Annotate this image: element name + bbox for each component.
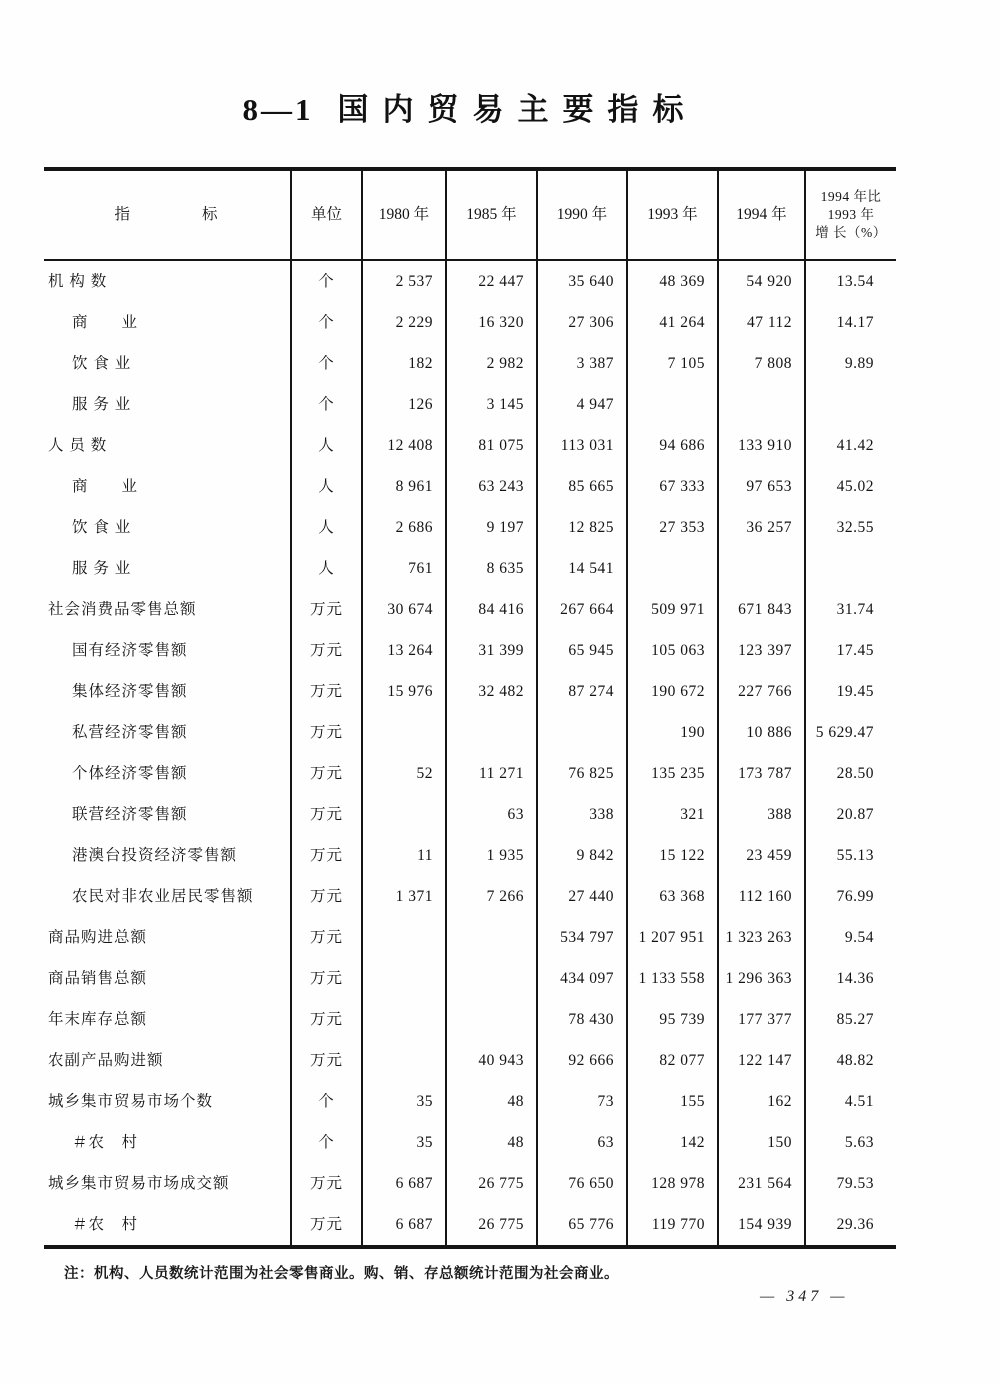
row-year-value: 142 <box>626 1122 717 1163</box>
row-year-value: 35 640 <box>536 261 626 302</box>
row-year-value: 11 271 <box>445 753 536 794</box>
table-row <box>44 384 896 425</box>
row-year-value: 76 650 <box>536 1163 626 1204</box>
row-indicator-label: 联营经济零售额 <box>72 805 188 823</box>
row-year-value: 15 122 <box>626 835 717 876</box>
table-row <box>44 302 896 343</box>
row-year-value <box>717 384 804 425</box>
row-unit: 万元 <box>290 917 361 958</box>
row-unit: 万元 <box>290 1040 361 1081</box>
row-year-value <box>361 999 445 1040</box>
row-indicator-label: 个体经济零售额 <box>72 764 188 782</box>
row-year-value: 63 368 <box>626 876 717 917</box>
row-year-value: 177 377 <box>717 999 804 1040</box>
row-year-value: 35 <box>361 1122 445 1163</box>
row-year-value: 81 075 <box>445 425 536 466</box>
table-row <box>44 1122 896 1163</box>
row-year-value <box>361 958 445 999</box>
row-growth-value: 5 629.47 <box>804 712 896 753</box>
row-year-value <box>536 712 626 753</box>
row-year-value: 3 145 <box>445 384 536 425</box>
row-indicator-label: 私营经济零售额 <box>72 723 188 741</box>
row-year-value <box>626 384 717 425</box>
row-growth-value <box>804 548 896 589</box>
row-growth-value <box>804 384 896 425</box>
row-year-value: 9 842 <box>536 835 626 876</box>
row-year-value: 97 653 <box>717 466 804 507</box>
table-row <box>44 589 896 630</box>
row-year-value: 41 264 <box>626 302 717 343</box>
row-year-value: 15 976 <box>361 671 445 712</box>
row-year-value: 26 775 <box>445 1204 536 1245</box>
row-indicator-label: ＃农 村 <box>72 1215 139 1233</box>
row-indicator-label: 饮 食 业 <box>72 354 132 372</box>
row-growth-value: 29.36 <box>804 1204 896 1245</box>
row-unit: 万元 <box>290 712 361 753</box>
row-year-value <box>361 712 445 753</box>
row-growth-value: 76.99 <box>804 876 896 917</box>
row-indicator-label: ＃农 村 <box>72 1133 139 1151</box>
header-growth-line3: 增 长（%） <box>815 225 887 241</box>
row-year-value: 48 <box>445 1081 536 1122</box>
row-unit: 人 <box>290 507 361 548</box>
row-year-value: 31 399 <box>445 630 536 671</box>
table-row <box>44 876 896 917</box>
row-year-value: 48 369 <box>626 261 717 302</box>
row-year-value: 671 843 <box>717 589 804 630</box>
row-year-value: 76 825 <box>536 753 626 794</box>
row-indicator-label: 商 业 <box>72 313 139 331</box>
row-year-value: 231 564 <box>717 1163 804 1204</box>
row-year-value: 338 <box>536 794 626 835</box>
row-year-value: 27 353 <box>626 507 717 548</box>
page-number: — 347 — <box>760 1288 849 1305</box>
row-year-value: 32 482 <box>445 671 536 712</box>
table-number: 8—1 <box>242 92 314 127</box>
row-year-value: 35 <box>361 1081 445 1122</box>
row-year-value: 6 687 <box>361 1163 445 1204</box>
row-year-value: 54 920 <box>717 261 804 302</box>
row-year-value: 2 982 <box>445 343 536 384</box>
row-year-value: 2 537 <box>361 261 445 302</box>
table-row <box>44 261 896 302</box>
row-year-value: 162 <box>717 1081 804 1122</box>
row-year-value: 123 397 <box>717 630 804 671</box>
row-growth-value: 17.45 <box>804 630 896 671</box>
row-indicator-label: 港澳台投资经济零售额 <box>72 846 238 864</box>
table-row <box>44 466 896 507</box>
row-year-value: 63 243 <box>445 466 536 507</box>
row-year-value: 6 687 <box>361 1204 445 1245</box>
row-unit: 万元 <box>290 753 361 794</box>
row-year-value: 95 739 <box>626 999 717 1040</box>
indicators-table <box>44 167 896 1249</box>
row-unit: 万元 <box>290 1204 361 1245</box>
row-unit: 个 <box>290 384 361 425</box>
row-year-value: 321 <box>626 794 717 835</box>
row-growth-value: 9.89 <box>804 343 896 384</box>
row-year-value <box>361 1040 445 1081</box>
row-year-value <box>626 548 717 589</box>
row-indicator-label: 商品购进总额 <box>48 928 148 946</box>
row-growth-value: 13.54 <box>804 261 896 302</box>
row-indicator-label: 年末库存总额 <box>48 1010 148 1028</box>
row-unit: 个 <box>290 343 361 384</box>
row-year-value: 1 296 363 <box>717 958 804 999</box>
row-year-value: 150 <box>717 1122 804 1163</box>
row-growth-value: 48.82 <box>804 1040 896 1081</box>
row-year-value: 133 910 <box>717 425 804 466</box>
row-year-value: 65 776 <box>536 1204 626 1245</box>
row-growth-value: 20.87 <box>804 794 896 835</box>
table-row <box>44 425 896 466</box>
table-row <box>44 1040 896 1081</box>
row-indicator-label: 农副产品购进额 <box>48 1051 164 1069</box>
header-indicator: 指 标 <box>114 206 220 224</box>
row-year-value <box>361 794 445 835</box>
table-row <box>44 712 896 753</box>
row-year-value: 13 264 <box>361 630 445 671</box>
row-year-value: 67 333 <box>626 466 717 507</box>
row-growth-value: 85.27 <box>804 999 896 1040</box>
row-year-value: 48 <box>445 1122 536 1163</box>
row-unit: 万元 <box>290 835 361 876</box>
row-unit: 人 <box>290 466 361 507</box>
row-year-value: 190 672 <box>626 671 717 712</box>
row-year-value: 113 031 <box>536 425 626 466</box>
row-year-value: 22 447 <box>445 261 536 302</box>
row-indicator-label: 城乡集市贸易市场成交额 <box>48 1174 230 1192</box>
row-year-value: 78 430 <box>536 999 626 1040</box>
header-growth-line1: 1994 年比 <box>820 188 882 204</box>
row-year-value: 128 978 <box>626 1163 717 1204</box>
row-year-value: 154 939 <box>717 1204 804 1245</box>
row-growth-value: 41.42 <box>804 425 896 466</box>
row-year-value: 3 387 <box>536 343 626 384</box>
row-unit: 万元 <box>290 794 361 835</box>
row-indicator-label: 国有经济零售额 <box>72 641 188 659</box>
row-growth-value: 14.36 <box>804 958 896 999</box>
row-growth-value: 79.53 <box>804 1163 896 1204</box>
row-year-value: 16 320 <box>445 302 536 343</box>
row-year-value: 12 825 <box>536 507 626 548</box>
row-year-value: 388 <box>717 794 804 835</box>
row-year-value: 27 306 <box>536 302 626 343</box>
header-year-1990: 1990 年 <box>536 171 626 259</box>
row-year-value <box>445 999 536 1040</box>
row-indicator-label: 社会消费品零售总额 <box>48 600 197 618</box>
row-year-value: 85 665 <box>536 466 626 507</box>
row-year-value: 434 097 <box>536 958 626 999</box>
row-year-value: 26 775 <box>445 1163 536 1204</box>
table-row <box>44 1081 896 1122</box>
row-year-value <box>445 712 536 753</box>
row-year-value: 1 323 263 <box>717 917 804 958</box>
table-row <box>44 630 896 671</box>
row-year-value: 7 808 <box>717 343 804 384</box>
row-year-value: 1 935 <box>445 835 536 876</box>
row-year-value: 8 961 <box>361 466 445 507</box>
row-growth-value: 14.17 <box>804 302 896 343</box>
table-row <box>44 835 896 876</box>
row-year-value: 155 <box>626 1081 717 1122</box>
row-year-value: 12 408 <box>361 425 445 466</box>
row-year-value: 112 160 <box>717 876 804 917</box>
row-year-value: 227 766 <box>717 671 804 712</box>
row-growth-value: 55.13 <box>804 835 896 876</box>
row-unit: 万元 <box>290 876 361 917</box>
row-year-value: 23 459 <box>717 835 804 876</box>
row-year-value: 8 635 <box>445 548 536 589</box>
page-title <box>44 84 896 129</box>
row-year-value: 27 440 <box>536 876 626 917</box>
row-year-value: 119 770 <box>626 1204 717 1245</box>
row-growth-value: 31.74 <box>804 589 896 630</box>
row-year-value: 1 133 558 <box>626 958 717 999</box>
row-growth-value: 9.54 <box>804 917 896 958</box>
row-year-value: 7 105 <box>626 343 717 384</box>
row-year-value: 82 077 <box>626 1040 717 1081</box>
row-indicator-label: 集体经济零售额 <box>72 682 188 700</box>
row-year-value: 135 235 <box>626 753 717 794</box>
header-unit: 单位 <box>290 171 361 259</box>
row-year-value: 2 229 <box>361 302 445 343</box>
row-year-value: 63 <box>536 1122 626 1163</box>
header-year-1994: 1994 年 <box>717 171 804 259</box>
row-year-value: 9 197 <box>445 507 536 548</box>
row-year-value: 52 <box>361 753 445 794</box>
row-year-value: 94 686 <box>626 425 717 466</box>
row-unit: 个 <box>290 1081 361 1122</box>
row-indicator-label: 人 员 数 <box>48 436 108 454</box>
row-unit: 个 <box>290 302 361 343</box>
row-year-value: 534 797 <box>536 917 626 958</box>
row-year-value: 126 <box>361 384 445 425</box>
table-row <box>44 1204 896 1245</box>
row-indicator-label: 服 务 业 <box>72 395 132 413</box>
row-unit: 个 <box>290 1122 361 1163</box>
row-year-value: 84 416 <box>445 589 536 630</box>
row-year-value: 36 257 <box>717 507 804 548</box>
row-indicator-label: 城乡集市贸易市场个数 <box>48 1092 214 1110</box>
title-text: 国内贸易主要指标 <box>337 92 698 127</box>
row-year-value <box>361 917 445 958</box>
table-body <box>44 261 896 1245</box>
row-year-value: 182 <box>361 343 445 384</box>
table-row <box>44 671 896 712</box>
row-unit: 万元 <box>290 589 361 630</box>
row-year-value: 1 207 951 <box>626 917 717 958</box>
table-row <box>44 999 896 1040</box>
row-year-value: 40 943 <box>445 1040 536 1081</box>
row-unit: 万元 <box>290 958 361 999</box>
row-year-value: 122 147 <box>717 1040 804 1081</box>
row-indicator-label: 农民对非农业居民零售额 <box>72 887 254 905</box>
row-year-value: 4 947 <box>536 384 626 425</box>
row-growth-value: 45.02 <box>804 466 896 507</box>
row-year-value: 87 274 <box>536 671 626 712</box>
table-row <box>44 917 896 958</box>
row-growth-value: 5.63 <box>804 1122 896 1163</box>
row-year-value: 190 <box>626 712 717 753</box>
row-year-value <box>717 548 804 589</box>
row-unit: 万元 <box>290 671 361 712</box>
table-row <box>44 958 896 999</box>
table-header-row <box>44 171 896 261</box>
row-unit: 个 <box>290 261 361 302</box>
header-year-1993: 1993 年 <box>626 171 717 259</box>
row-year-value: 7 266 <box>445 876 536 917</box>
row-year-value: 1 371 <box>361 876 445 917</box>
row-year-value: 267 664 <box>536 589 626 630</box>
row-year-value: 47 112 <box>717 302 804 343</box>
row-year-value: 761 <box>361 548 445 589</box>
row-growth-value: 4.51 <box>804 1081 896 1122</box>
row-year-value: 509 971 <box>626 589 717 630</box>
row-year-value: 30 674 <box>361 589 445 630</box>
row-unit: 人 <box>290 548 361 589</box>
row-growth-value: 28.50 <box>804 753 896 794</box>
table-row <box>44 343 896 384</box>
row-unit: 万元 <box>290 630 361 671</box>
row-year-value <box>445 917 536 958</box>
table-row <box>44 794 896 835</box>
row-unit: 万元 <box>290 1163 361 1204</box>
header-year-1985: 1985 年 <box>445 171 536 259</box>
row-growth-value: 32.55 <box>804 507 896 548</box>
table-row <box>44 753 896 794</box>
row-growth-value: 19.45 <box>804 671 896 712</box>
row-year-value: 173 787 <box>717 753 804 794</box>
row-unit: 万元 <box>290 999 361 1040</box>
row-indicator-label: 商 业 <box>72 477 139 495</box>
row-year-value: 105 063 <box>626 630 717 671</box>
row-year-value: 65 945 <box>536 630 626 671</box>
row-indicator-label: 机 构 数 <box>48 272 108 290</box>
row-year-value: 11 <box>361 835 445 876</box>
table-row <box>44 1163 896 1204</box>
row-year-value: 10 886 <box>717 712 804 753</box>
row-indicator-label: 服 务 业 <box>72 559 132 577</box>
header-growth-line2: 1993 年 <box>827 206 875 222</box>
row-year-value: 2 686 <box>361 507 445 548</box>
row-year-value: 14 541 <box>536 548 626 589</box>
row-indicator-label: 商品销售总额 <box>48 969 148 987</box>
table-row <box>44 507 896 548</box>
row-indicator-label: 饮 食 业 <box>72 518 132 536</box>
table-row <box>44 548 896 589</box>
header-year-1980: 1980 年 <box>361 171 445 259</box>
footnote: 注：机构、人员数统计范围为社会零售商业。购、销、存总额统计范围为社会商业。 <box>64 1266 619 1282</box>
row-year-value: 73 <box>536 1081 626 1122</box>
header-growth-rate <box>804 171 896 259</box>
row-unit: 人 <box>290 425 361 466</box>
row-year-value: 63 <box>445 794 536 835</box>
row-year-value: 92 666 <box>536 1040 626 1081</box>
row-year-value <box>445 958 536 999</box>
